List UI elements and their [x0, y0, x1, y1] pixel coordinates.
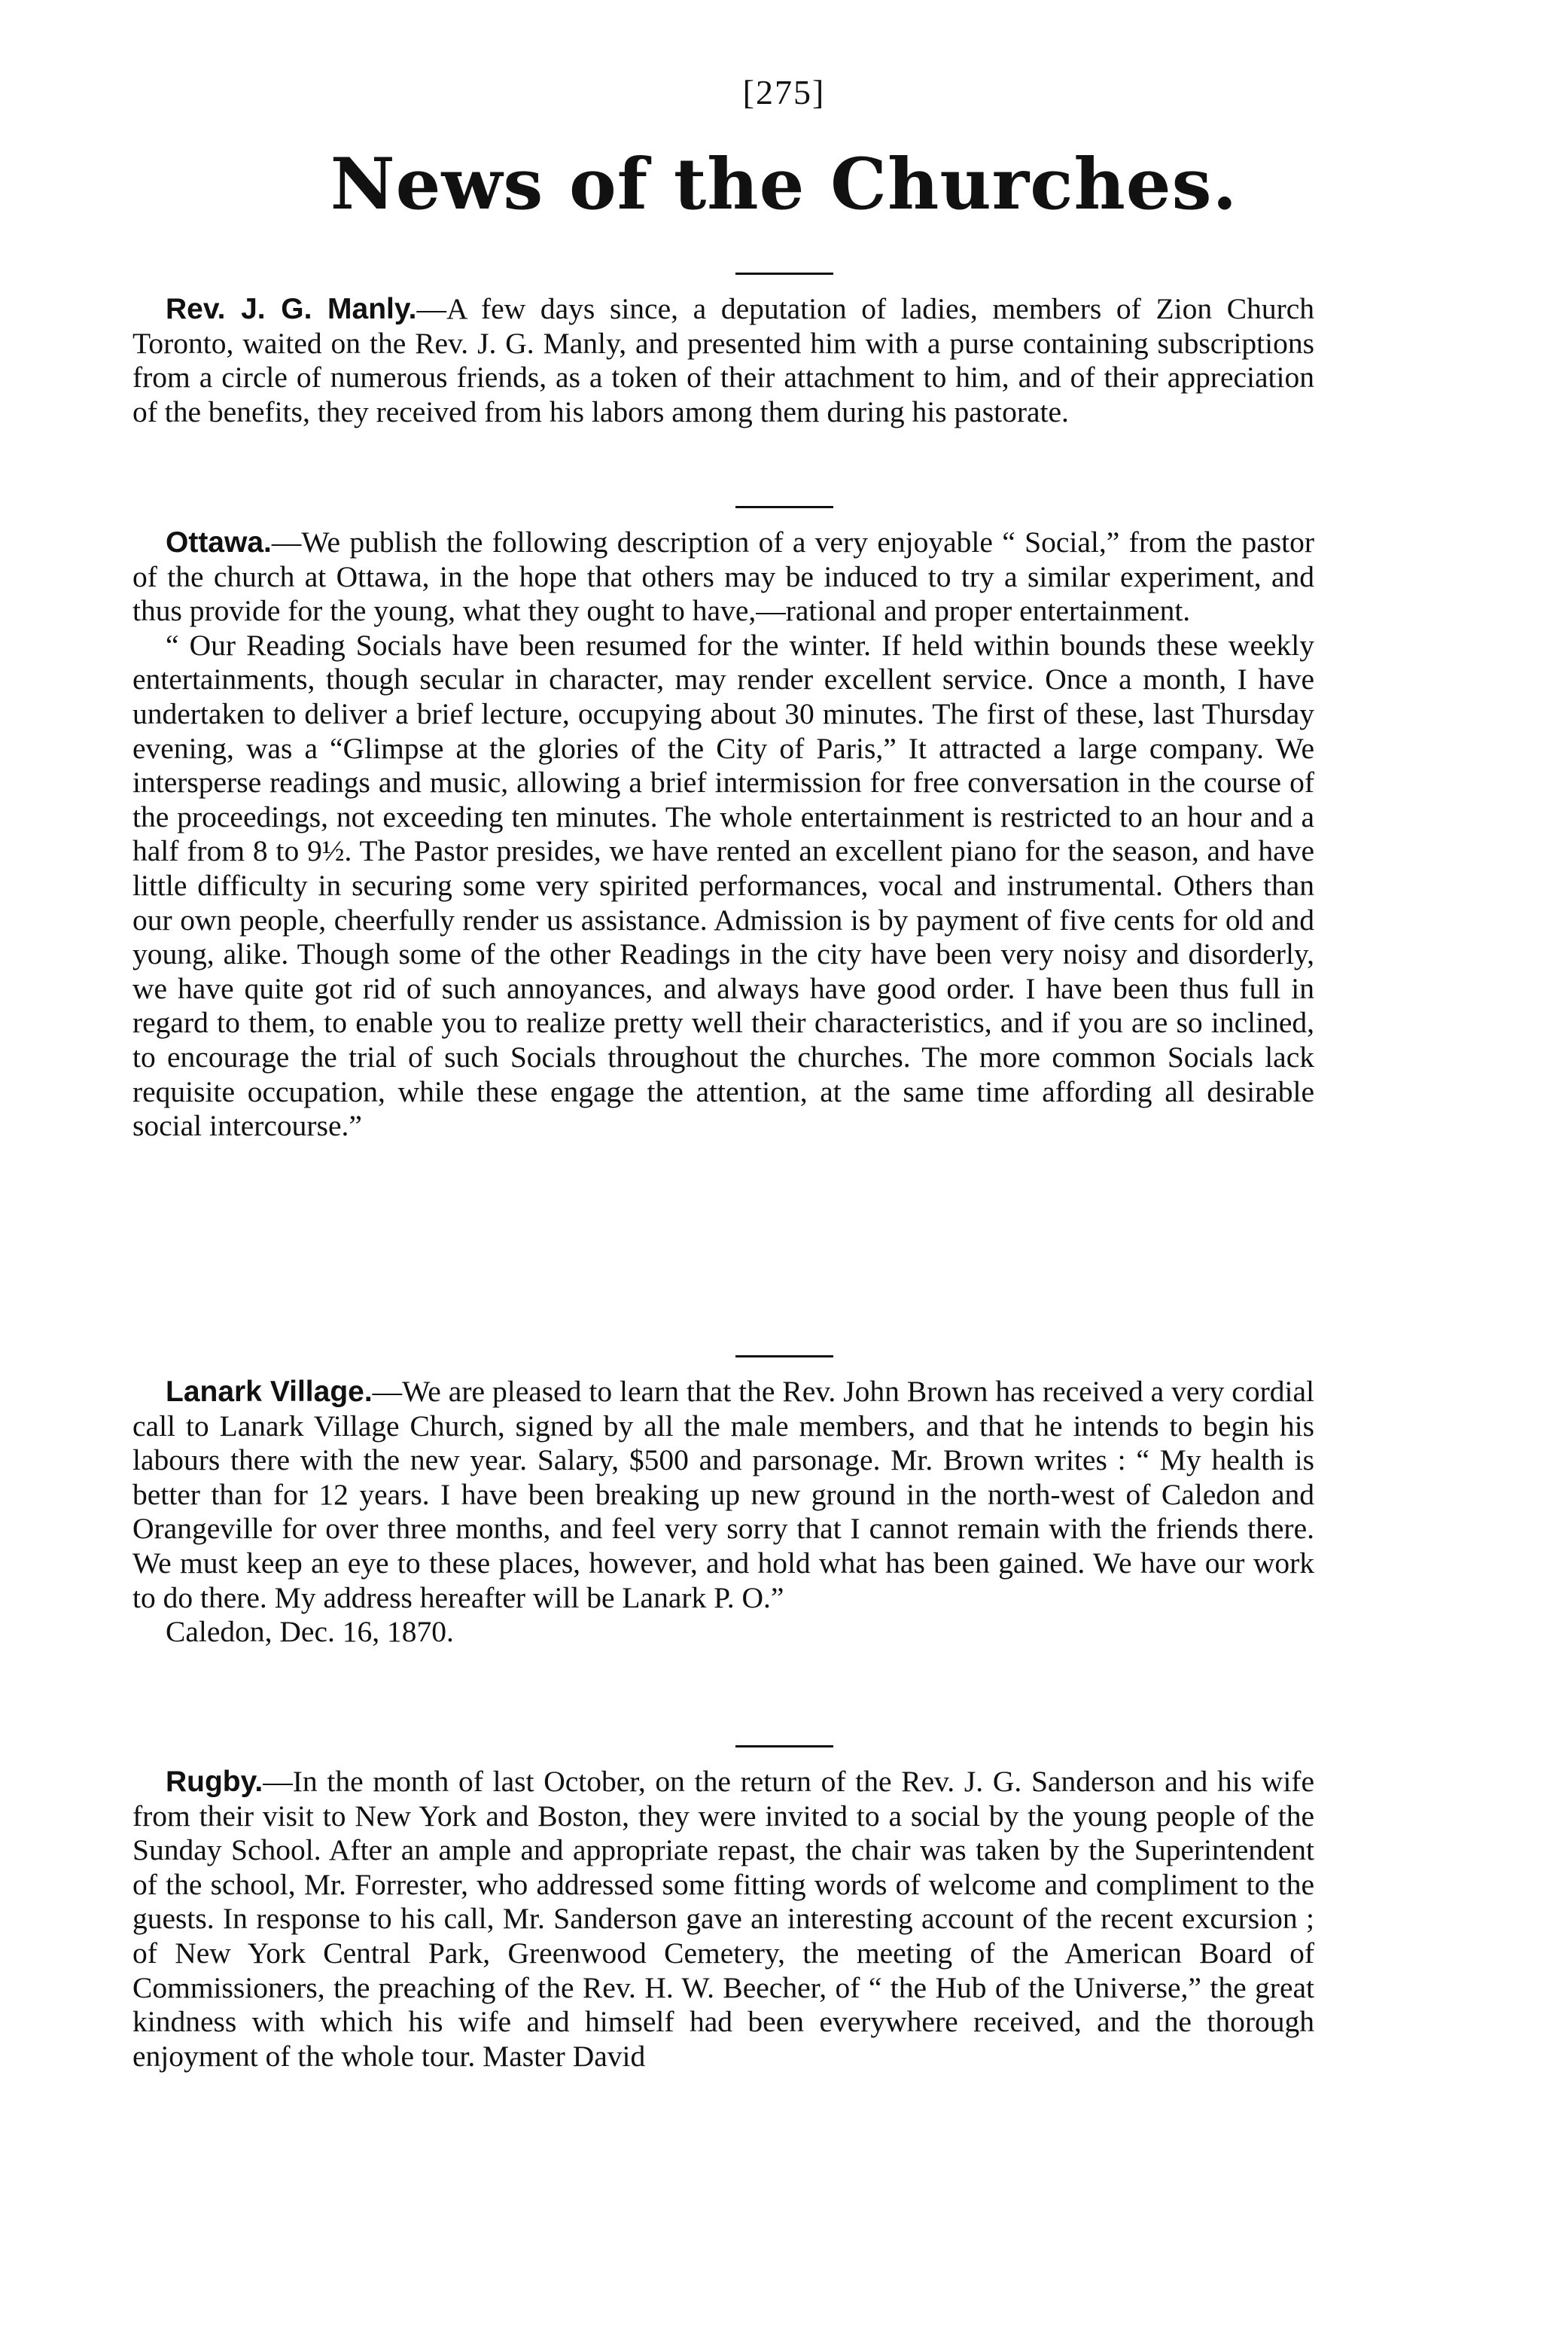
article-rugby	[132, 1765, 1314, 2073]
article-heading: Rev. J. G. Manly.	[166, 293, 417, 325]
section-divider	[735, 273, 833, 275]
article-text: —We are pleased to learn that the Rev. John Brown has received a very cordial call to Lanark Village Church, signed by all the male members, and that he intends to begin his labours there with the new year. Salary, $500 and parsonage. Mr. Brown writes : “ My health is better than for 12 years. I have been breaking up new ground in the north-west of Caledon and Orangeville for over three months, and feel very sorry that I cannot remain with the friends there. We must keep an eye to these places, however, and hold what has been gained. We have our work to do there. My address hereafter will be Lanark P. O.”	[132, 1375, 1314, 1614]
page-title: News of the Churches.	[330, 143, 1238, 226]
section-divider	[735, 1745, 833, 1747]
section-divider	[735, 1355, 833, 1357]
article-paragraph	[132, 1765, 1314, 2073]
page-number: [275]	[742, 73, 826, 111]
section-divider	[735, 506, 833, 508]
article-manly	[132, 292, 1314, 429]
article-text: —We publish the following description of a very enjoyable “ Social,” from the pastor of the church at Ottawa, in the hope that others may be induced to try a similar experiment, and thus provide for the young, what they ought to have,—rational and proper entertainment.	[132, 526, 1314, 628]
article-dateline: Caledon, Dec. 16, 1870.	[166, 1615, 454, 1649]
article-lanark-village	[132, 1375, 1314, 1650]
article-heading: Lanark Village.	[166, 1376, 373, 1408]
article-paragraph	[132, 1375, 1314, 1615]
article-paragraph: “ Our Reading Socials have been resumed for the winter. If held within bounds these weekly entertainments, though secular in character, may render excellent service. Once a month, I have undertaken to deliver a brief lecture, occupying about 30 minutes. The first of these, last Thursday evening, was a “Glimpse at the glories of the City of Paris,” It attracted a large company. We intersperse readings and music, allowing a brief intermission for free conversation in the course of the proceedings, not exceeding ten minutes. The whole entertainment is restricted to an hour and a half from 8 to 9½. The Pastor presides, we have rented an excellent piano for the season, and have little difficulty in securing some very spirited performances, vocal and instrumental. Others than our own people, cheerfully render us assistance. Admission is by payment of five cents for old and young, alike. Though some of the other Readings in the city have been very noisy and disorderly, we have quite got rid of such annoyances, and always have good order. I have been thus full in regard to them, to enable you to realize pretty well their characteristics, and if you are so inclined, to encourage the trial of such Socials throughout the churches. The more common Socials lack requisite occupation, while these engage the attention, at the same time affording all desirable social intercourse.”	[132, 628, 1314, 1143]
article-heading: Rugby.	[166, 1766, 263, 1798]
article-text: —In the month of last October, on the return of the Rev. J. G. Sanderson and his wife from their visit to New York and Boston, they were invited to a social by the young people of the Sunday School. After an ample and appropriate repast, the chair was taken by the Superintendent of the school, Mr. Forrester, who addressed some fitting words of welcome and compliment to the guests. In response to his call, Mr. Sanderson gave an interesting account of the recent excursion ; of New York Central Park, Greenwood Cemetery, the meeting of the American Board of Commissioners, the preaching of the Rev. H. W. Beecher, of “ the Hub of the Universe,” the great kindness with which his wife and himself had been everywhere received, and the thorough enjoyment of the whole tour. Master David	[132, 1765, 1314, 2073]
article-heading: Ottawa.	[166, 526, 272, 559]
article-paragraph	[132, 526, 1314, 629]
article-text: —A few days since, a deputation of ladies, members of Zion Church Toronto, waited on the Rev. J. G. Manly, and presented him with a purse containing subscriptions from a circle of numerous friends, as a token of their attachment to him, and of their appreciation of the benefits, they received from his labors among them during his pastorate.	[132, 292, 1315, 428]
article-ottawa	[132, 526, 1314, 1144]
article-paragraph	[132, 292, 1314, 429]
